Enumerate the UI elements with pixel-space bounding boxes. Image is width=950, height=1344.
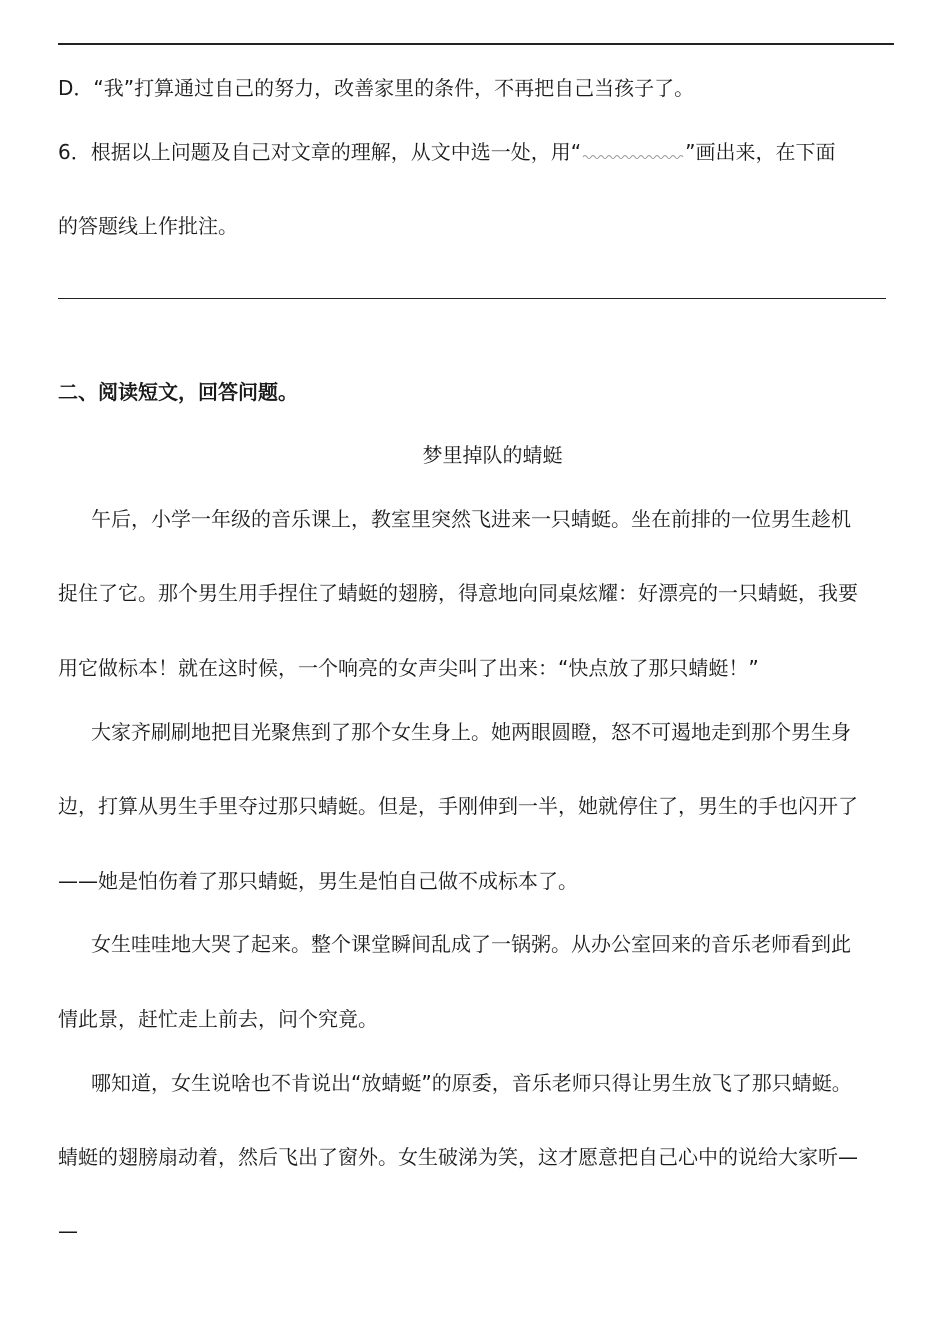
wavy-underline-mark	[581, 146, 685, 160]
passage-title: 梦里掉队的蜻蜓	[422, 443, 563, 467]
passage-line: 女生哇哇地大哭了起来。整个课堂瞬间乱成了一锅粥。从办公室回来的音乐老师看到此	[91, 932, 851, 956]
question-6-line-1	[58, 138, 835, 166]
passage-line: 午后，小学一年级的音乐课上，教室里突然飞进来一只蜻蜓。坐在前排的一位男生趁机	[91, 507, 851, 531]
question-6-text-b: ”画出来，在下面	[685, 140, 836, 164]
section-heading: 二、阅读短文，回答问题。	[58, 380, 298, 404]
question-6-text-a: 6．根据以上问题及自己对文章的理解，从文中选一处，用“	[58, 140, 582, 164]
passage-line: 大家齐刷刷地把目光聚焦到了那个女生身上。她两眼圆瞪，怒不可遏地走到那个男生身	[91, 720, 851, 744]
passage-line: 蜻蜓的翅膀扇动着，然后飞出了窗外。女生破涕为笑，这才愿意把自己心中的说给大家听—	[58, 1145, 858, 1169]
passage-line: 哪知道，女生说啥也不肯说出“放蜻蜓”的原委，音乐老师只得让男生放飞了那只蜻蜓。	[91, 1071, 852, 1095]
question-6-line-2: 的答题线上作批注。	[58, 214, 238, 238]
option-d: D．“我”打算通过自己的努力，改善家里的条件，不再把自己当孩子了。	[58, 76, 695, 100]
passage-line: 用它做标本！就在这时候，一个响亮的女声尖叫了出来：“快点放了那只蜻蜓！”	[58, 656, 759, 680]
passage-line: —	[58, 1219, 78, 1243]
passage-line: 边，打算从男生手里夺过那只蜻蜓。但是，手刚伸到一半，她就停住了，男生的手也闪开了	[58, 794, 858, 818]
passage-line: ——她是怕伤着了那只蜻蜓，男生是怕自己做不成标本了。	[58, 869, 578, 893]
top-rule	[58, 43, 894, 45]
passage-line: 捉住了它。那个男生用手捏住了蜻蜓的翅膀，得意地向同桌炫耀：好漂亮的一只蜻蜓，我要	[58, 581, 858, 605]
passage-line: 情此景，赶忙走上前去，问个究竟。	[58, 1007, 378, 1031]
answer-line[interactable]	[58, 298, 886, 299]
